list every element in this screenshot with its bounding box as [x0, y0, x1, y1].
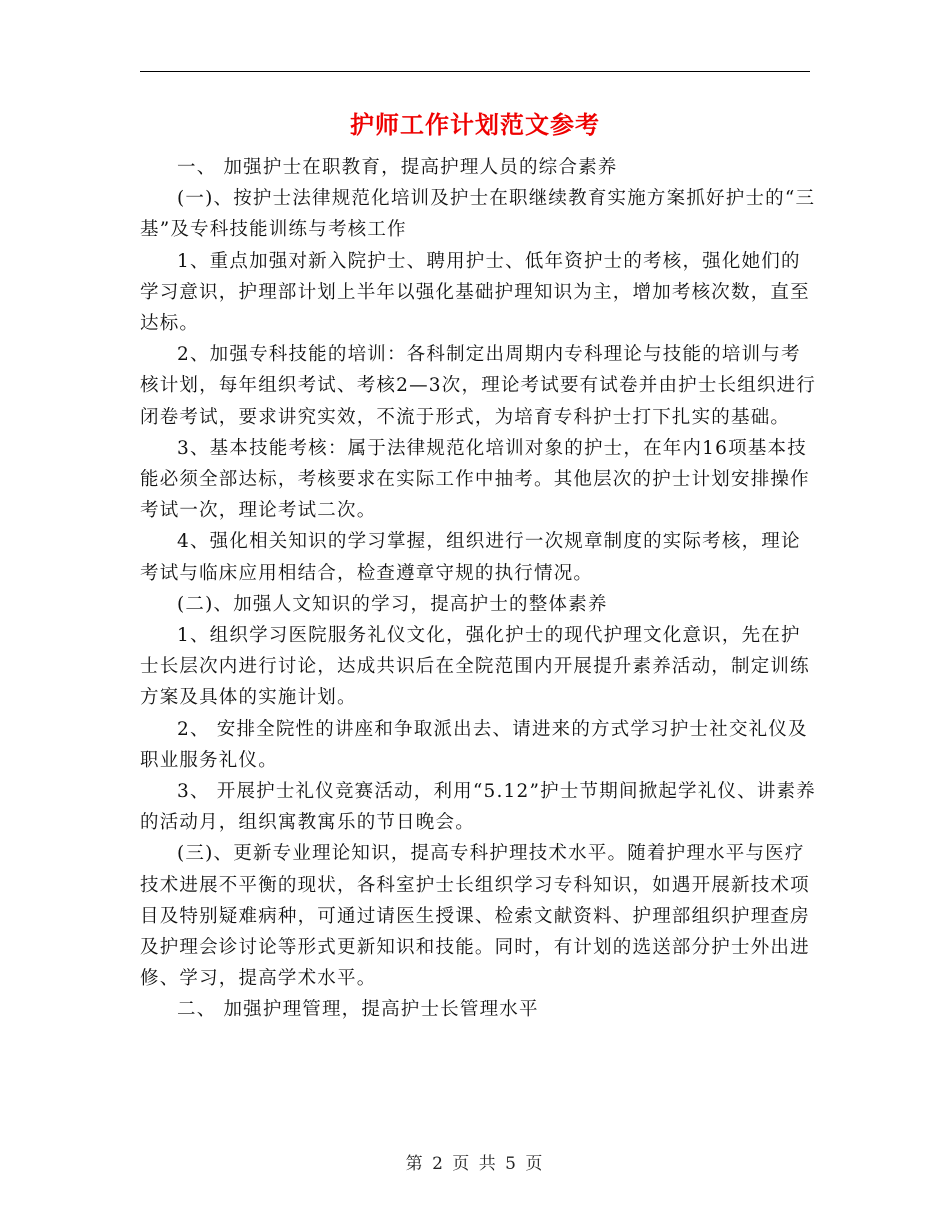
- paragraph-subsection-3: (三)、更新专业理论知识，提高专科护理技术水平。随着护理水平与医疗技术进展不平衡的现状，各科室护士长组织学习专科知识，如遇开展新技术项目及特别疑难病种，可通过请医生授课、检索文献资料、护理部组织护理查房及护理会诊讨论等形式更新知识和技能。同时，有计划的选送部分护士外出进修、学习，提高学术水平。: [140, 843, 810, 990]
- paragraph-subsection-2-item-1: 1、组织学习医院服务礼仪文化，强化护士的现代护理文化意识，先在护士长层次内进行讨论，达成共识后在全院范围内开展提升素养活动，制定训练方案及具体的实施计划。: [140, 625, 810, 709]
- paragraph-item-3: 3、基本技能考核：属于法律规范化培训对象的护士，在年内16项基本技能必须全部达标，考核要求在实际工作中抽考。其他层次的护士计划安排操作考试一次，理论考试二次。: [140, 437, 810, 522]
- paragraph-subsection-2-item-2: 2、 安排全院性的讲座和争取派出去、请进来的方式学习护士社交礼仪及职业服务礼仪。: [140, 718, 808, 771]
- header-rule: [140, 71, 810, 72]
- paragraph-subsection-2-heading: (二)、加强人文知识的学习，提高护士的整体素养: [177, 593, 608, 615]
- paragraph-item-1: 1、重点加强对新入院护士、聘用护士、低年资护士的考核，强化她们的学习意识，护理部计划上半年以强化基础护理知识为主，增加考核次数，直至达标。: [140, 250, 810, 335]
- paragraph-section-1-heading: 一、 加强护士在职教育，提高护理人员的综合素养: [177, 157, 618, 178]
- paragraph-item-2: 2、加强专科技能的培训：各科制定出周期内专科理论与技能的培训与考核计划，每年组织考试、考核2—3次，理论考试要有试卷并由护士长组织进行闭卷考试，要求讲究实效，不流于形式，为培育专科护士打下扎实的基础。: [140, 344, 817, 428]
- document-body: [140, 152, 820, 1026]
- paragraph-section-2-heading: 二、 加强护理管理，提高护士长管理水平: [177, 999, 539, 1021]
- paragraph-subsection-2-item-3: 3、 开展护士礼仪竞赛活动，利用“5.12”护士节期间掀起学礼仪、讲素养的活动月，组织寓教寓乐的节日晚会。: [140, 781, 816, 834]
- paragraph-item-4: 4、强化相关知识的学习掌握，组织进行一次规章制度的实际考核，理论考试与临床应用相结合，检查遵章守规的执行情况。: [140, 531, 801, 584]
- paragraph-subsection-1-heading: (一)、按护士法律规范化培训及护士在职继续教育实施方案抓好护士的“三基”及专科技能训练与考核工作: [140, 188, 816, 241]
- document-title: 护师工作计划范文参考: [350, 110, 600, 139]
- page-number-footer: 第 2 页 共 5 页: [405, 1154, 545, 1174]
